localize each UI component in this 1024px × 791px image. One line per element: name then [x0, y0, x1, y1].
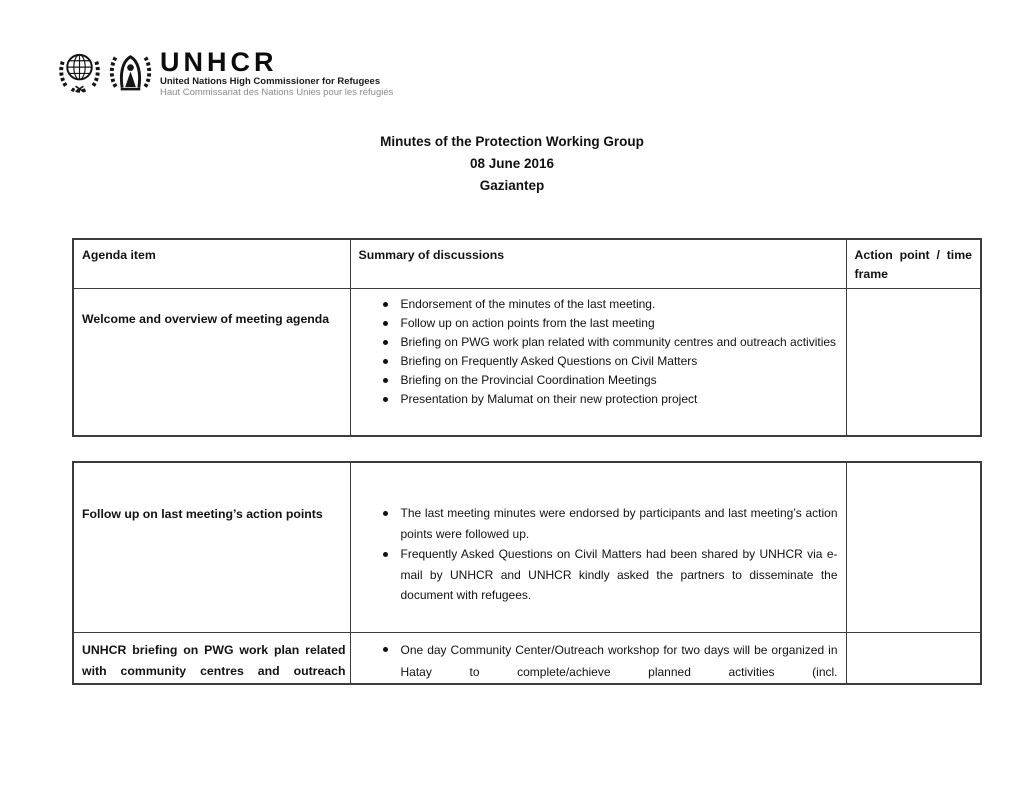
logo-org-name: UNHCR: [160, 47, 278, 77]
title-line-2: 08 June 2016: [469, 156, 555, 171]
agenda-cell: Welcome and overview of meeting agenda: [73, 289, 350, 436]
header-action-point: Action point / time frame: [846, 239, 981, 289]
unhcr-logo: [56, 48, 393, 98]
summary-cell: [350, 289, 846, 436]
table-header-row: [73, 239, 981, 289]
header-summary: Summary of discussions: [350, 239, 846, 289]
table-row: [73, 462, 981, 632]
logo-text: [160, 48, 393, 98]
minutes-table-2: [72, 461, 982, 685]
bullet-item: Briefing on the Provincial Coordination Meetings: [351, 371, 838, 390]
table-row: [73, 632, 981, 684]
unhcr-emblem-icon: [107, 48, 154, 96]
bullet-item: Frequently Asked Questions on Civil Matters had been shared by UNHCR via e-mail by UNHCR and UNHCR kindly asked the partners to disseminate the document with refugees.: [351, 544, 838, 606]
table-row: [73, 289, 981, 436]
logo-tagline-en: United Nations High Commissioner for Refugees: [160, 76, 381, 87]
bullet-item: Briefing on PWG work plan related with community centres and outreach activities: [351, 333, 838, 352]
bullet-list: [351, 633, 846, 683]
document-title: [0, 131, 1024, 197]
un-emblem-icon: [56, 48, 103, 96]
bullet-list: [351, 463, 846, 606]
action-cell: [846, 462, 981, 632]
bullet-item: One day Community Center/Outreach workshop for two days will be organized in Hatay to complete/achieve planned activities (incl.: [351, 639, 838, 683]
bullet-item: The last meeting minutes were endorsed by participants and last meeting’s action points were followed up.: [351, 503, 838, 544]
summary-cell: [350, 462, 846, 632]
header-agenda-item: Agenda item: [73, 239, 350, 289]
minutes-table-1: [72, 238, 982, 437]
summary-cell: [350, 632, 846, 684]
action-cell: [846, 632, 981, 684]
title-line-3: Gaziantep: [479, 178, 545, 193]
title-line-1: Minutes of the Protection Working Group: [380, 134, 644, 149]
bullet-item: Briefing on Frequently Asked Questions on Civil Matters: [351, 352, 838, 371]
bullet-list: [351, 289, 846, 409]
agenda-cell: Follow up on last meeting’s action points: [73, 462, 350, 632]
bullet-item: Follow up on action points from the last meeting: [351, 314, 838, 333]
logo-tagline-fr: Haut Commissariat des Nations Unies pour les réfugiés: [160, 86, 394, 98]
bullet-item: Endorsement of the minutes of the last meeting.: [351, 295, 838, 314]
agenda-cell: UNHCR briefing on PWG work plan related with community centres and outreach: [73, 632, 350, 684]
action-cell: [846, 289, 981, 436]
bullet-item: Presentation by Malumat on their new protection project: [351, 390, 838, 409]
